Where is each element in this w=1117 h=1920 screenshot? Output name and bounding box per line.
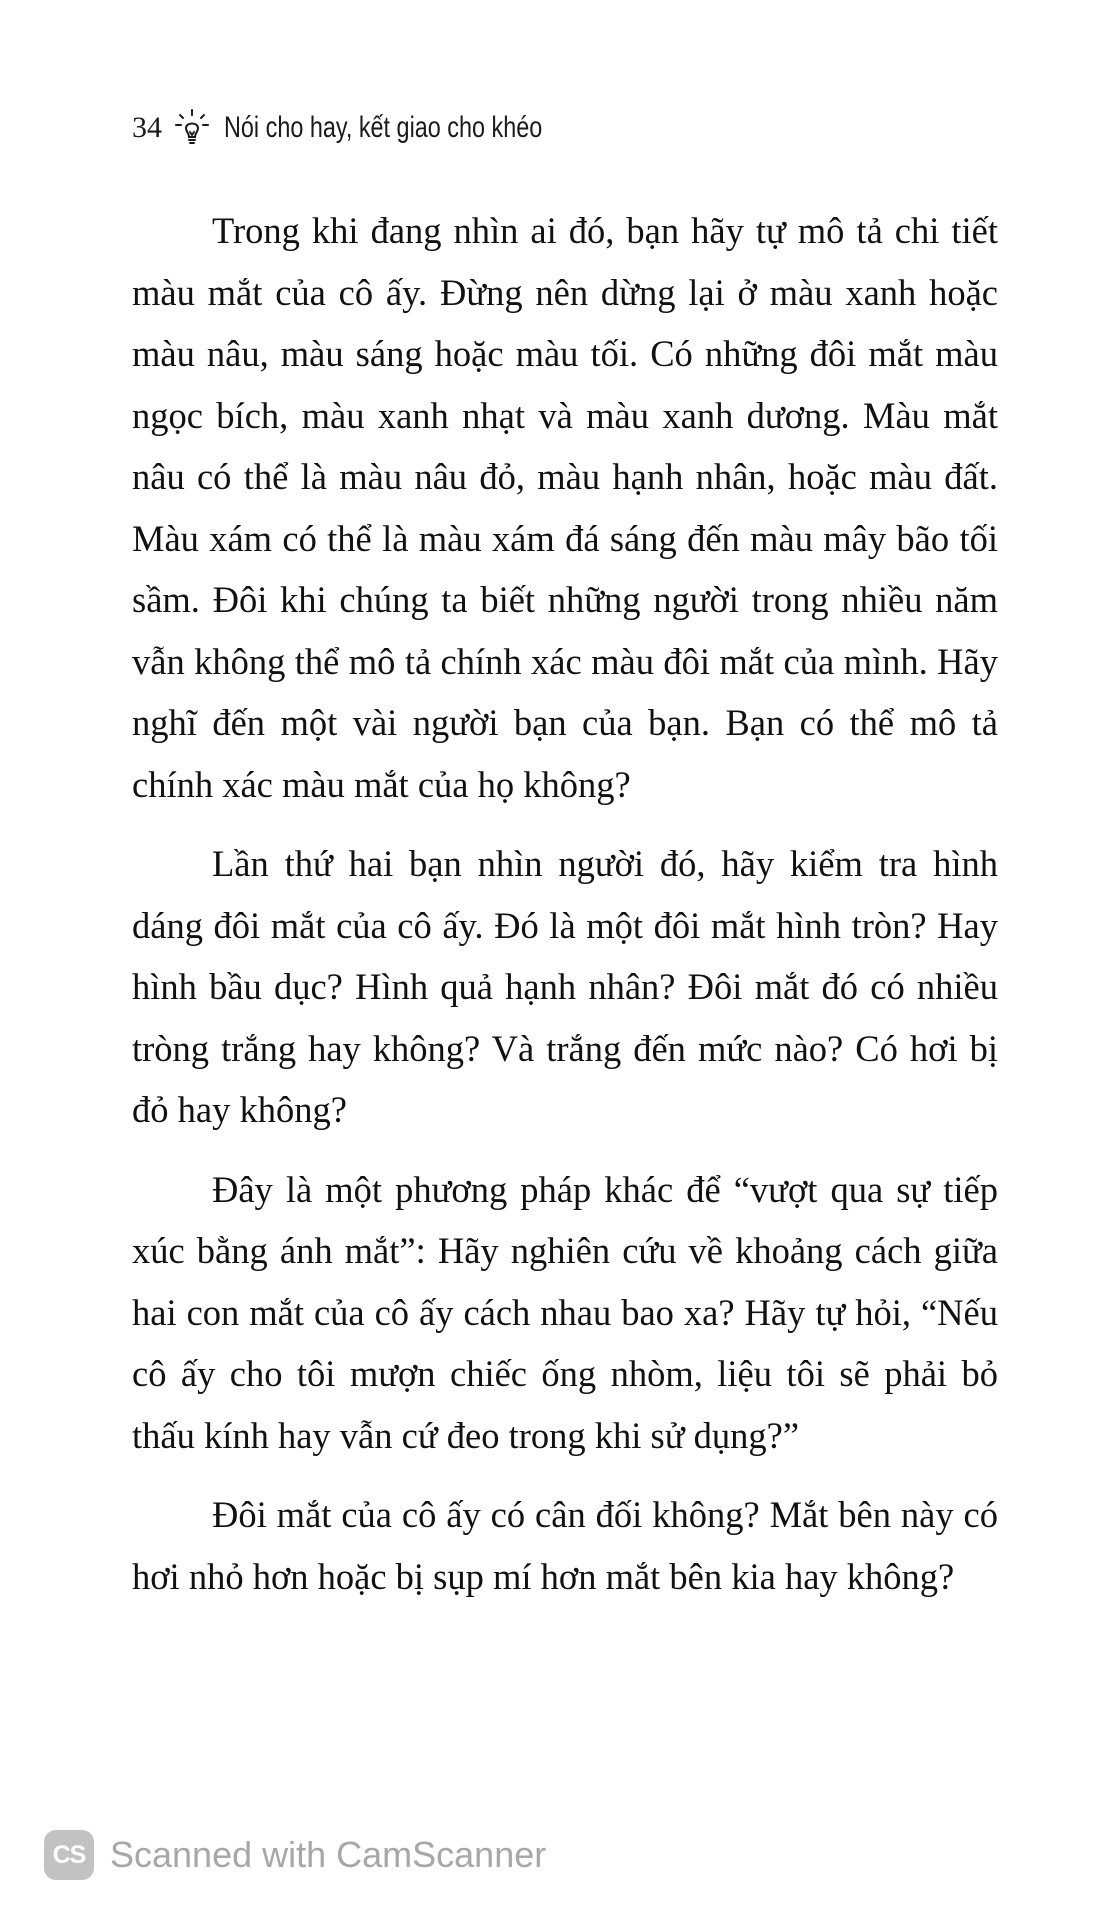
- lightbulb-icon: [174, 108, 210, 146]
- camscanner-logo-icon: CS: [44, 1830, 94, 1880]
- body-text: [132, 200, 998, 1625]
- watermark-text: Scanned with CamScanner: [110, 1834, 547, 1875]
- paragraph-2: Lần thứ hai bạn nhìn người đó, hãy kiểm tra hình dáng đôi mắt của cô ấy. Đó là một đôi mắt hình tròn? Hay hình bầu dục? Hình quả hạnh nhân? Đôi mắt đó có nhiều tròng trắng hay không? Và trắng đến mức nào? Có hơi bị đỏ hay không?: [132, 843, 998, 1130]
- paragraph-3: Đây là một phương pháp khác để “vượt qua sự tiếp xúc bằng ánh mắt”: Hãy nghiên cứu về khoảng cách giữa hai con mắt của cô ấy cách nhau bao xa? Hãy tự hỏi, “Nếu cô ấy cho tôi mượn chiếc ống nhòm, liệu tôi sẽ phải bỏ thấu kính hay vẫn cứ đeo trong khi sử dụng?”: [132, 1168, 998, 1456]
- page-number: 34: [132, 111, 162, 144]
- paragraph-4: Đôi mắt của cô ấy có cân đối không? Mắt bên này có hơi nhỏ hơn hoặc bị sụp mí hơn mắt bên kia hay không?: [132, 1494, 998, 1597]
- camscanner-watermark: [44, 1830, 546, 1880]
- running-header: [132, 108, 632, 148]
- book-title: Nói cho hay, kết giao cho khéo: [224, 111, 543, 144]
- paragraph-1: Trong khi đang nhìn ai đó, bạn hãy tự mô tả chi tiết màu mắt của cô ấy. Đừng nên dừng lại ở màu xanh hoặc màu nâu, màu sáng hoặc màu tối. Có những đôi mắt màu ngọc bích, màu xanh nhạt và màu xanh dương. Màu mắt nâu có thể là màu nâu đỏ, màu hạnh nhân, hoặc màu đất. Màu xám có thể là màu xám đá sáng đến màu mây bão tối sầm. Đôi khi chúng ta biết những người trong nhiều năm vẫn không thể mô tả chính xác màu đôi mắt của mình. Hãy nghĩ đến một vài người bạn của bạn. Bạn có thể mô tả chính xác màu mắt của họ không?: [132, 210, 998, 805]
